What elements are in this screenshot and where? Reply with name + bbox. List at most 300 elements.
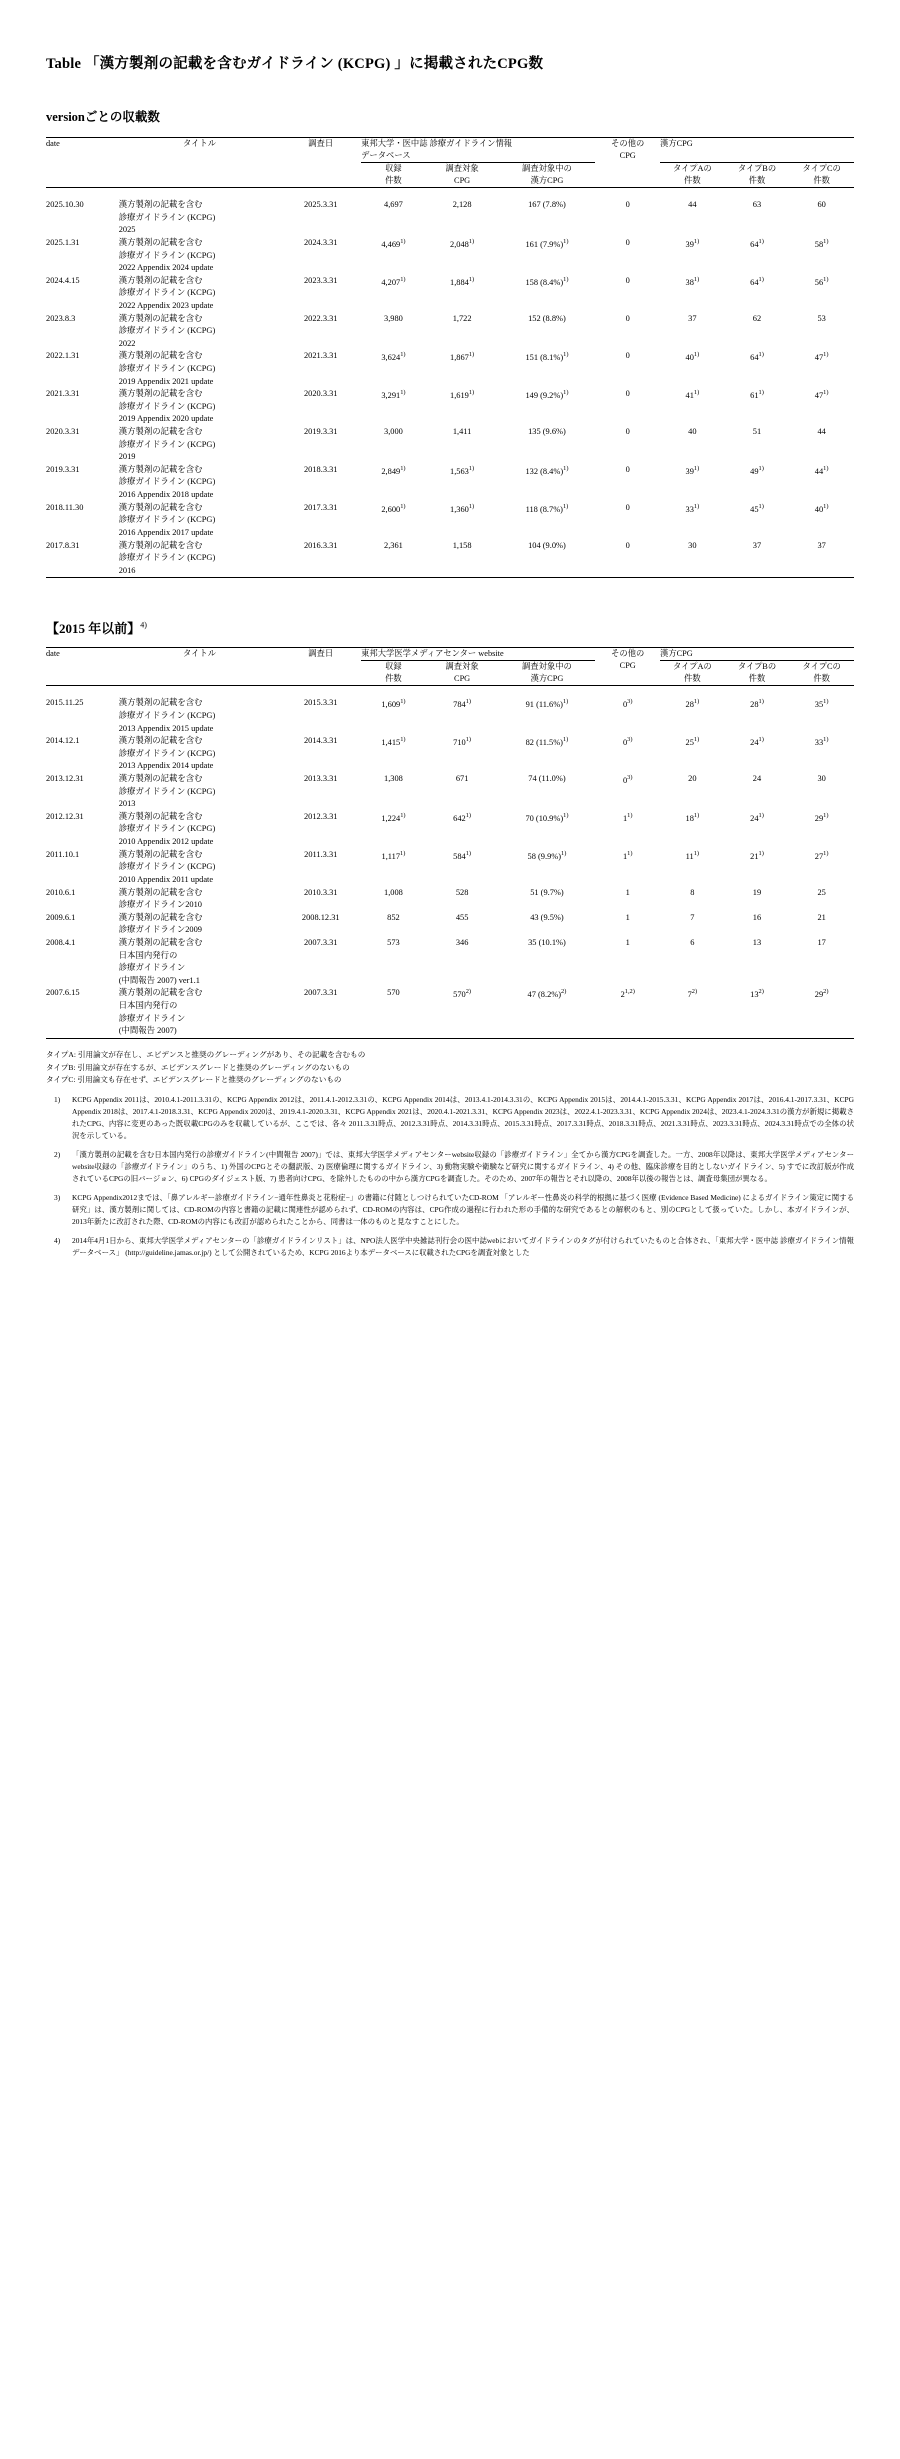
cell-title-line: 2010 Appendix 2011 update <box>118 874 214 884</box>
cell-survey-date: 2007.3.31 <box>303 937 338 947</box>
cell-type-b: 19 <box>752 887 762 897</box>
cell-type-a: 39$^{1)}$ <box>685 237 700 249</box>
th2-registered-l1: 収録 <box>385 662 402 672</box>
th-other-cpg-line1: その他の <box>611 139 645 148</box>
th2-target <box>426 661 499 686</box>
cell-registered: 2,849$^{1)}$ <box>381 464 406 476</box>
cell-kampo-in-target: 152 (8.8%) <box>528 313 566 323</box>
cell-type-a-sup: 2) <box>691 988 698 996</box>
cell-registered: 1,609$^{1)}$ <box>381 698 406 710</box>
cell-title-line: 漢方製剤の記載を含む <box>118 887 203 897</box>
cell-kampo-in-target: 35 (10.1%) <box>528 937 566 947</box>
cell-target-cpg: 1,867$^{1)}$ <box>450 351 475 363</box>
cell-title-line: 2022 <box>118 338 136 348</box>
cell-type-c: 44 <box>817 427 826 437</box>
cell-title <box>119 937 281 987</box>
th2-title: タイトル <box>119 648 281 686</box>
table-row <box>46 811 854 849</box>
cell-title-line: 診療ガイドライン (KCPG) <box>118 786 216 796</box>
cell-title-line: 診療ガイドライン (KCPG) <box>118 326 216 336</box>
cell-title <box>119 887 281 912</box>
cell-title-line: 診療ガイドライン (KCPG) <box>118 748 216 758</box>
cell-target-cpg: 710$^{1)}$ <box>453 736 472 748</box>
cell-other-cpg: 1 <box>625 887 630 897</box>
cell-type-c-sup: 1) <box>823 811 829 819</box>
cell-survey-date: 2025.3.31 <box>303 200 338 210</box>
cell-type-c: 17 <box>817 937 826 947</box>
cell-title-line: 診療ガイドライン (KCPG) <box>118 250 216 260</box>
cell-type-b: 62 <box>752 313 762 323</box>
th-type-b-l2: 件数 <box>748 176 766 186</box>
cell-type-a: 11$^{1)}$ <box>685 849 700 861</box>
cell-type-c-sup: 2) <box>823 988 829 996</box>
table-row <box>46 937 854 987</box>
th2-database-group: 東邦大学医学メディアセンター website <box>361 648 595 661</box>
cell-registered-sup: 1) <box>400 849 406 857</box>
cell-target-cpg-sup: 1) <box>465 698 472 706</box>
cell-title-line: 2016 <box>118 565 136 575</box>
cell-title-line: 2013 <box>118 799 136 809</box>
cell-other-cpg: 0$^{3)}$ <box>622 698 633 710</box>
cell-title <box>119 773 281 811</box>
cell-target-cpg-sup: 1) <box>468 464 475 472</box>
cell-date: 2025.10.30 <box>46 200 84 210</box>
cell-kampo-in-target: 161 $(7.9\%)^{1)}$ <box>525 237 569 249</box>
cell-kampo-in-target: 149 $(9.2\%)^{1)}$ <box>525 389 569 400</box>
th-date: date <box>46 138 119 188</box>
cell-registered: 4,697 <box>384 200 403 210</box>
cell-title-line: 漢方製剤の記載を含む <box>118 937 203 947</box>
cell-title-line: (中間報告 2007) <box>118 1026 177 1036</box>
cell-date: 2020.3.31 <box>46 427 80 437</box>
cell-kampo-in-target: 82 $(11.5\%)^{1)}$ <box>525 736 569 748</box>
cell-type-a: 37 <box>688 313 697 323</box>
cell-title-line: 診療ガイドライン <box>118 963 186 973</box>
th2-type-c-l2: 件数 <box>813 674 830 684</box>
cell-type-b: 61$^{1)}$ <box>750 389 764 400</box>
cell-type-a: 8 <box>690 887 695 897</box>
footnote-number: 3) <box>54 1193 61 1203</box>
th-registered <box>361 163 426 188</box>
cell-type-b: 13 <box>752 937 762 947</box>
cell-kampo-in-target: 158 $(8.4\%)^{1)}$ <box>525 275 569 287</box>
cell-title-line: 2016 Appendix 2017 update <box>118 527 214 537</box>
cell-other-cpg: 0 <box>625 502 630 512</box>
cell-survey-date: 2011.3.31 <box>304 849 338 859</box>
th-database-line2: データベース <box>361 151 411 161</box>
cell-other-cpg: 1 <box>625 937 630 947</box>
cell-other-cpg: 0 <box>625 200 630 210</box>
th-survey-date: 調査日 <box>280 138 361 188</box>
cell-type-b: 28$^{1)}$ <box>750 698 764 710</box>
cell-type-b-sup: 1) <box>758 736 764 744</box>
cell-title-line: 漢方製剤の記載を含む <box>118 811 203 821</box>
cell-other-cpg-sup: 3) <box>627 774 633 782</box>
th-kampo-in-target-l1: 調査対象中の <box>522 164 572 174</box>
th-registered-l2: 件数 <box>385 176 402 186</box>
cell-type-a: 7 <box>690 912 695 922</box>
cell-date: 2024.4.15 <box>46 275 80 285</box>
cell-survey-date: 2015.3.31 <box>303 698 338 708</box>
cell-type-b-sup: 1) <box>758 698 764 706</box>
cell-type-a-sup: 1) <box>693 237 700 245</box>
cell-type-a: 40$^{1)}$ <box>685 351 700 363</box>
footnote-item <box>46 1149 854 1185</box>
cell-type-b-sup: 1) <box>758 275 764 283</box>
cell-title <box>119 275 281 313</box>
th2-target-l2: CPG <box>454 674 471 684</box>
cell-target-cpg: 1,884$^{1)}$ <box>450 275 475 287</box>
cell-registered: 573 <box>387 937 400 947</box>
cell-title <box>119 686 281 735</box>
th-other-cpg-line2: CPG <box>619 151 636 161</box>
cell-target-cpg: 1,158 <box>426 540 499 578</box>
cell-title <box>119 237 281 275</box>
legend-block <box>46 1049 854 1259</box>
cell-title-line: 2019 <box>118 452 136 462</box>
cell-other-cpg-sup: 1) <box>627 849 633 857</box>
cell-title <box>119 987 281 1038</box>
cell-target-cpg: 642$^{1)}$ <box>453 811 472 823</box>
cell-title-line: (中間報告 2007) ver1.1 <box>118 975 200 985</box>
cell-survey-date: 2010.3.31 <box>303 887 338 897</box>
cell-other-cpg-sup: 1) <box>627 811 633 819</box>
cell-type-c: 29$^{1)}$ <box>814 811 829 823</box>
cell-registered: 3,000 <box>384 427 403 437</box>
cell-registered: 1,008 <box>384 887 403 897</box>
cell-type-a: 39$^{1)}$ <box>685 464 700 476</box>
cell-title-line: 漢方製剤の記載を含む <box>118 237 203 247</box>
cell-type-a: 20 <box>688 774 697 784</box>
cell-date: 2018.11.30 <box>46 502 84 512</box>
cell-title <box>119 912 281 937</box>
cell-type-b: 49$^{1)}$ <box>750 464 764 476</box>
cell-target-cpg-sup: 1) <box>465 849 472 857</box>
cell-registered: 3,980 <box>384 313 403 323</box>
cell-other-cpg-sup: 1,2) <box>624 988 635 996</box>
th2-type-a-l1: タイプAの <box>672 662 712 672</box>
cell-type-a-sup: 1) <box>693 389 700 397</box>
cell-title-line: 漢方製剤の記載を含む <box>118 275 203 285</box>
footnote-item <box>46 1192 854 1228</box>
cell-kampo-in-target: 151 $(8.1\%)^{1)}$ <box>525 351 569 363</box>
cell-type-c: 40$^{1)}$ <box>814 502 829 514</box>
cell-kampo-in-target-sup: 1) <box>562 736 569 744</box>
th2-registered-l2: 件数 <box>385 674 402 684</box>
cell-title <box>119 313 281 351</box>
legend-line: タイプC: 引用論文も存在せず、エビデンスグレードと推奨のグレーディングのないもの <box>46 1075 342 1085</box>
cell-title-line: 漢方製剤の記載を含む <box>118 464 203 474</box>
table-row <box>46 350 854 388</box>
cell-type-c: 53 <box>817 313 826 323</box>
cell-title-line: 漢方製剤の記載を含む <box>118 774 203 784</box>
cell-title <box>119 426 281 464</box>
cell-target-cpg: 584$^{1)}$ <box>453 849 472 861</box>
cell-target-cpg-sup: 1) <box>465 811 472 819</box>
cell-type-c: 33$^{1)}$ <box>814 736 829 748</box>
cell-type-c: 58$^{1)}$ <box>814 237 829 249</box>
cell-type-a-sup: 1) <box>693 698 700 706</box>
cell-title-line: 診療ガイドライン (KCPG) <box>118 363 216 373</box>
th2-type-b <box>725 661 790 686</box>
cell-target-cpg: 1,722 <box>452 313 472 323</box>
cell-title-line: 漢方製剤の記載を含む <box>118 849 203 859</box>
cell-registered: 852 <box>387 912 400 922</box>
table-row <box>46 887 854 912</box>
th-registered-l1: 収録 <box>385 164 402 174</box>
cell-other-cpg: 2$^{1,2)}$ <box>595 987 660 1038</box>
cell-target-cpg: 784$^{1)}$ <box>453 698 472 710</box>
cell-date: 2023.8.3 <box>46 313 76 323</box>
cell-title-line: 2013 Appendix 2015 update <box>118 723 214 733</box>
cell-kampo-in-target: 135 (9.6%) <box>528 427 566 437</box>
th-type-b <box>725 163 790 188</box>
cell-title-line: 漢方製剤の記載を含む <box>118 540 203 550</box>
cell-registered: 1,224$^{1)}$ <box>381 811 406 823</box>
cell-target-cpg: 1,360$^{1)}$ <box>450 502 475 514</box>
th-database-group <box>361 138 595 163</box>
cell-type-b: 64$^{1)}$ <box>750 351 764 363</box>
cell-registered: 570 <box>361 987 426 1038</box>
cell-type-a: 30 <box>660 540 725 578</box>
cell-type-a: 7$^{2)}$ <box>660 987 725 1038</box>
cell-other-cpg-sup: 3) <box>627 736 633 744</box>
cell-type-b: 63 <box>752 200 762 210</box>
cell-type-c: 44$^{1)}$ <box>814 464 829 476</box>
cell-type-b: 24$^{1)}$ <box>750 736 764 748</box>
cell-type-c: 21 <box>817 912 826 922</box>
cell-survey-date: 2019.3.31 <box>303 427 338 437</box>
cell-kampo-in-target: 51 (9.7%) <box>530 887 564 897</box>
cell-title <box>119 350 281 388</box>
cell-survey-date: 2012.3.31 <box>303 811 338 821</box>
th-type-c-l2: 件数 <box>813 176 830 186</box>
th2-survey-date: 調査日 <box>280 648 361 686</box>
th2-type-a <box>660 661 725 686</box>
cell-type-c-sup: 1) <box>823 389 829 397</box>
cell-target-cpg-sup: 1) <box>468 275 475 283</box>
cell-date: 2011.10.1 <box>46 849 80 859</box>
cell-target-cpg-sup: 1) <box>468 389 475 397</box>
cell-type-c-sup: 1) <box>823 351 829 359</box>
cell-target-cpg-sup: 1) <box>465 736 472 744</box>
cell-survey-date: 2008.12.31 <box>301 912 340 922</box>
cell-title-line: 診療ガイドライン (KCPG) <box>118 515 216 525</box>
cell-survey-date: 2023.3.31 <box>303 275 338 285</box>
cell-target-cpg-sup: 1) <box>468 502 475 510</box>
cell-title-line: 診療ガイドライン (KCPG) <box>118 288 216 298</box>
th2-other-cpg-line2: CPG <box>619 661 636 671</box>
cell-type-b: 16 <box>752 912 762 922</box>
kcpg-legacy-table <box>46 647 854 1039</box>
cell-target-cpg: 671 <box>455 774 469 784</box>
th2-type-a-l2: 件数 <box>684 674 701 684</box>
th2-other-cpg <box>595 648 660 686</box>
cell-other-cpg: 0 <box>625 351 630 361</box>
cell-date: 2008.4.1 <box>46 937 76 947</box>
cell-title-line: 2019 Appendix 2020 update <box>118 414 214 424</box>
cell-type-a: 25$^{1)}$ <box>685 736 700 748</box>
th-type-c <box>789 163 854 188</box>
cell-registered: 4,469$^{1)}$ <box>381 237 406 249</box>
cell-type-b-sup: 1) <box>758 849 764 857</box>
cell-registered: 3,291$^{1)}$ <box>381 389 406 400</box>
cell-type-c: 37 <box>789 540 854 578</box>
cell-registered-sup: 1) <box>400 811 406 819</box>
cell-type-b: 21$^{1)}$ <box>750 849 764 861</box>
table-row <box>46 987 854 1038</box>
cell-title <box>119 464 281 502</box>
th2-kampo-in-target-l2: 漢方CPG <box>530 674 564 684</box>
th-type-b-l1: タイプBの <box>737 164 777 174</box>
section-title-before-2015 <box>46 618 854 637</box>
section-title-before-2015-sup: 4) <box>140 621 147 631</box>
cell-type-c: 35$^{1)}$ <box>814 698 829 710</box>
table2-header-row-1 <box>46 648 854 661</box>
cell-title-line: 2010 Appendix 2012 update <box>118 837 214 847</box>
cell-kampo-in-target-sup: 1) <box>561 849 567 857</box>
cell-type-b-sup: 1) <box>758 389 764 397</box>
cell-title-line: 漢方製剤の記載を含む <box>118 736 203 746</box>
cell-kampo-in-target-sup: 1) <box>563 389 569 397</box>
cell-type-c-sup: 1) <box>823 736 829 744</box>
cell-target-cpg: 1,619$^{1)}$ <box>450 389 475 400</box>
cell-title-line: 診療ガイドライン (KCPG) <box>118 711 216 720</box>
cell-type-b: 51 <box>752 427 762 437</box>
cell-title-line: 2022 Appendix 2024 update <box>118 263 214 273</box>
cell-kampo-in-target-sup: 1) <box>563 464 569 472</box>
th-target <box>426 163 499 188</box>
cell-survey-date: 2014.3.31 <box>303 736 338 746</box>
cell-title-line: 2013 Appendix 2014 update <box>118 761 214 771</box>
section-title-before-2015-text: 【2015 年以前】 <box>46 621 141 637</box>
th2-date: date <box>46 648 119 686</box>
cell-title-line: 2025 <box>118 225 136 235</box>
cell-type-b-sup: 1) <box>758 351 764 359</box>
cell-type-a: 28$^{1)}$ <box>685 698 700 710</box>
cell-title-line: 診療ガイドライン2010 <box>118 900 202 910</box>
cell-title-line: 診療ガイドライン <box>118 1013 186 1023</box>
kcpg-version-table <box>46 137 854 578</box>
cell-kampo-in-target-sup: 1) <box>563 351 569 359</box>
cell-date: 2015.11.25 <box>46 698 84 708</box>
cell-registered: 2,361 <box>361 540 426 578</box>
th2-kampo-cpg-group: 漢方CPG <box>660 648 854 661</box>
cell-kampo-in-target-sup: 1) <box>563 811 569 819</box>
cell-registered: 1,415$^{1)}$ <box>381 736 406 748</box>
cell-other-cpg: 0 <box>595 540 660 578</box>
footnote-list <box>46 1094 854 1259</box>
th2-type-b-l2: 件数 <box>748 674 766 684</box>
cell-title-line: 診療ガイドライン (KCPG) <box>118 553 216 563</box>
cell-registered: 4,207$^{1)}$ <box>381 275 406 287</box>
cell-type-b: 13$^{2)}$ <box>725 987 790 1038</box>
cell-date: 2013.12.31 <box>46 774 84 784</box>
cell-survey-date: 2018.3.31 <box>303 464 338 474</box>
cell-title <box>119 849 281 887</box>
cell-title <box>119 388 281 426</box>
cell-type-c-sup: 1) <box>823 237 829 245</box>
cell-title-line: 漢方製剤の記載を含む <box>118 912 203 922</box>
table-row <box>46 464 854 502</box>
cell-type-b-sup: 2) <box>758 988 764 996</box>
cell-type-a-sup: 1) <box>693 275 700 283</box>
cell-type-c: 29$^{2)}$ <box>789 987 854 1038</box>
cell-kampo-in-target: 167 (7.8%) <box>528 200 566 210</box>
table-row <box>46 849 854 887</box>
th2-type-c-l1: タイプCの <box>802 662 841 672</box>
table-row <box>46 735 854 773</box>
cell-target-cpg-sup: 1) <box>468 351 475 359</box>
cell-survey-date: 2021.3.31 <box>303 351 338 361</box>
table-row <box>46 275 854 313</box>
cell-type-a-sup: 1) <box>693 502 700 510</box>
cell-title-line: 漢方製剤の記載を含む <box>118 200 203 210</box>
th-kampo-cpg-group: 漢方CPG <box>660 138 854 163</box>
table-row <box>46 313 854 351</box>
cell-type-c-sup: 1) <box>823 849 829 857</box>
cell-kampo-in-target: 58 $(9.9\%)^{1)}$ <box>527 849 567 861</box>
table2-body <box>46 686 854 1038</box>
cell-survey-date: 2020.3.31 <box>303 389 338 399</box>
cell-type-c: 25 <box>817 887 826 897</box>
cell-type-c: 60 <box>817 200 826 210</box>
cell-other-cpg: 0 <box>625 275 630 285</box>
cell-other-cpg-sup: 3) <box>627 698 633 706</box>
cell-title-line: 診療ガイドライン (KCPG) <box>118 439 216 449</box>
cell-title-line: 2016 Appendix 2018 update <box>118 490 214 500</box>
cell-other-cpg: 0 <box>625 237 630 247</box>
cell-registered: 2,600$^{1)}$ <box>381 502 406 514</box>
footnote-text: 2014年4月1日から、東邦大学医学メディアセンターの「診療ガイドラインリスト」は、NPO法人医学中央雑誌刊行会の医中誌webにおいてガイドラインのタグが付けられていたものと合体され、「東邦大学・医中誌 診療ガイドライン情報データベース」 (http://guideline.jamas.or.jp/) として公開されているため、KCPG 2016より本データベースに収載されたCPGを調査対象とした <box>72 1235 854 1257</box>
cell-type-b: 64$^{1)}$ <box>750 237 764 249</box>
cell-title-line: 診療ガイドライン (KCPG) <box>118 824 216 834</box>
cell-type-c-sup: 1) <box>823 275 829 283</box>
cell-kampo-in-target-sup: 2) <box>561 988 567 996</box>
cell-type-b-sup: 1) <box>758 464 764 472</box>
th2-other-cpg-line1: その他の <box>611 649 645 659</box>
cell-title-line: 2019 Appendix 2021 update <box>118 376 214 386</box>
table-row <box>46 426 854 464</box>
cell-type-a-sup: 1) <box>693 811 700 819</box>
cell-target-cpg: 2,048$^{1)}$ <box>450 237 475 249</box>
th2-registered <box>361 661 426 686</box>
cell-kampo-in-target: 104 (9.0%) <box>498 540 595 578</box>
cell-date: 2025.1.31 <box>46 237 80 247</box>
cell-registered-sup: 1) <box>400 237 406 245</box>
cell-title-line: 診療ガイドライン (KCPG) <box>118 862 216 872</box>
th2-type-c <box>789 661 854 686</box>
cell-survey-date: 2022.3.31 <box>303 313 338 323</box>
cell-registered-sup: 1) <box>400 275 406 283</box>
cell-type-b-sup: 1) <box>758 502 764 510</box>
cell-type-c: 30 <box>817 774 826 784</box>
table-body <box>46 188 854 578</box>
cell-type-a: 6 <box>690 937 695 947</box>
cell-date: 2007.6.15 <box>46 987 119 1038</box>
cell-kampo-in-target-sup: 1) <box>562 502 569 510</box>
table-header-row-1 <box>46 138 854 163</box>
cell-type-a-sup: 1) <box>693 736 700 744</box>
th2-kampo-in-target-l1: 調査対象中の <box>522 662 572 672</box>
footnote-number: 2) <box>54 1150 61 1160</box>
cell-target-cpg: 528 <box>455 887 469 897</box>
cell-date: 2010.6.1 <box>46 887 76 897</box>
th-database-line1: 東邦大学・医中誌 診療ガイドライン情報 <box>361 139 513 148</box>
page-title: Table 「漢方製剤の記載を含むガイドライン (KCPG) 」に掲載されたCPG数 <box>46 56 544 72</box>
cell-type-a-sup: 1) <box>693 849 700 857</box>
cell-registered-sup: 1) <box>400 351 406 359</box>
